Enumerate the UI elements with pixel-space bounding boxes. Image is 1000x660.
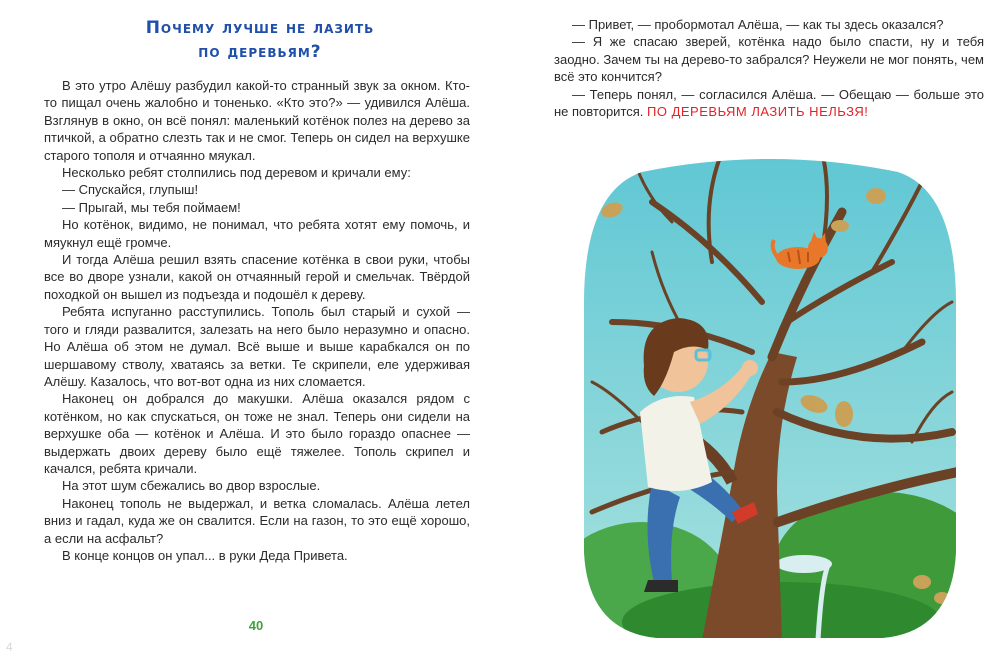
paragraph: — Привет, — пробормотал Алёша, — как ты здесь оказался? xyxy=(572,17,944,32)
paragraph: Наконец тополь не выдержал, и ветка сломалась. Алёша летел вниз и гадал, куда же он свалится. Если на газон, то это ещё хорошо, а если на асфальт? xyxy=(44,495,470,546)
corner-mark: 4 xyxy=(6,640,13,654)
page-number: 40 xyxy=(248,618,264,633)
moral-highlight: ПО ДЕРЕВЬЯМ ЛАЗИТЬ НЕЛЬЗЯ! xyxy=(647,104,869,120)
paragraph: На этот шум сбежались во двор взрослые. xyxy=(62,478,321,494)
story-text-left xyxy=(44,77,470,564)
paragraph: Наконец он добрался до макушки. Алёша оказался рядом с котёнком, но как спускаться, он тоже не знал. Теперь они сидели на верхушке оба — котёнок и Алёша. И это было гораздо опаснее — выдержать двоих дереву было ещё тяжелее. Тополь скрипел и качался, ребята кричали. xyxy=(44,391,470,476)
paragraph: Несколько ребят столпились под деревом и кричали ему: xyxy=(62,165,411,181)
paragraph: Ребята испуганно расступились. Тополь был старый и сухой — того и гляди развалится, залезать на него было неразумно и опасно. Но Алёша об этом не думал. Всё выше и выше карабкался он по шершавому стволу, хватаясь за ветки. Те скрипели, еле удерживая Алёшу. Казалось, что вот-вот одна из них сломается. xyxy=(44,304,470,389)
paragraph: Но котёнок, видимо, не понимал, что ребята хотят ему помочь, и мяукнул ещё громче. xyxy=(44,217,470,250)
paragraph: В это утро Алёшу разбудил какой-то странный звук за окном. Кто-то пищал очень жалобно и тоненько. «Кто это?» — удивился Алёша. Взглянув в окно, он всё понял: маленький котёнок полез на дерево за птичкой, а обратно слезть так и не смог. Теперь он сидел на верхушке старого тополя и отчаянно мяукал. xyxy=(44,78,470,163)
right-page xyxy=(500,0,1000,660)
tree-boy-cat-illustration xyxy=(582,152,958,640)
title-line-2: по деревьям? xyxy=(198,42,322,62)
paragraph: И тогда Алёша решил взять спасение котёнка в свои руки, чтобы все во дворе узнали, какой он отчаянный герой и смельчак. Твёрдой походкой он вышел из подъезда и подошёл к дереву. xyxy=(44,252,470,302)
story-text-right xyxy=(554,16,984,120)
paragraph: — Прыгай, мы тебя поймаем! xyxy=(62,199,241,215)
story-title xyxy=(40,16,480,64)
paragraph: — Спускайся, глупыш! xyxy=(62,182,199,198)
paragraph: — Я же спасаю зверей, котёнка надо было спасти, ну и тебя заодно. Зачем ты на дерево-то забрался? Неужели не мог понять, чем всё это кончится? xyxy=(554,34,984,85)
paragraph-text: — Теперь понял, — согласился Алёша. — Обещаю — больше это не повторится. xyxy=(554,86,984,120)
paragraph: В конце концов он упал... в руки Деда Привета. xyxy=(62,547,348,563)
title-line-1: Почему лучше не лазить xyxy=(145,18,375,38)
paragraph-last xyxy=(554,86,984,121)
